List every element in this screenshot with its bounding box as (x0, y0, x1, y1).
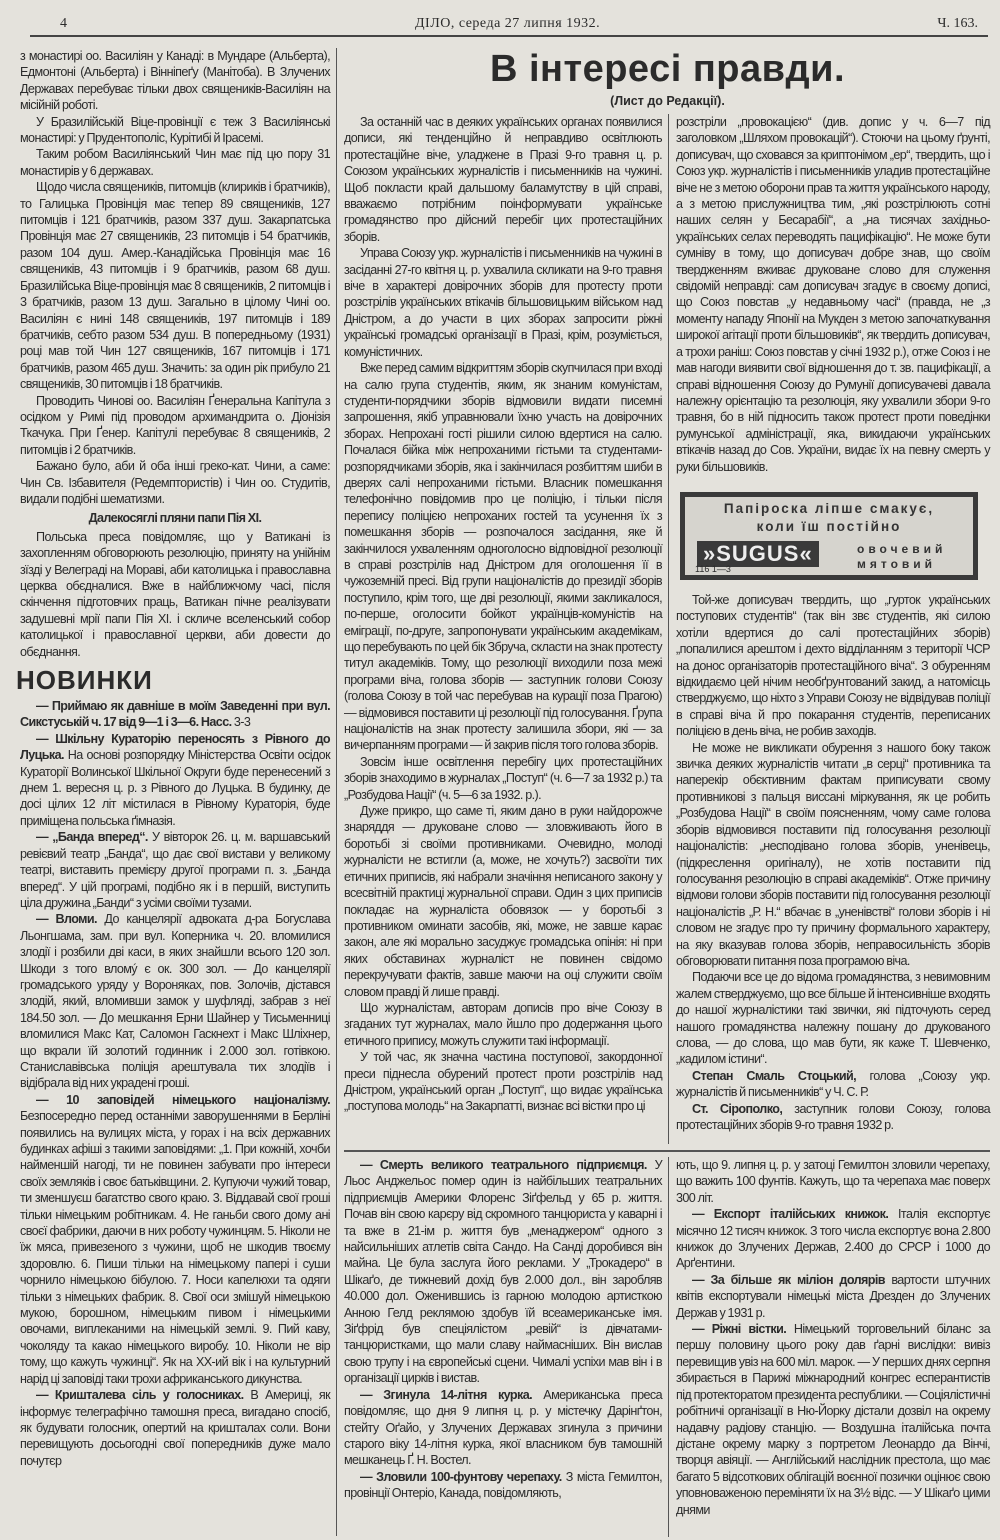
paragraph: розстріли „провокацією“ (див. допис у ч. 6—7 під заголовком „Шляхом провокацій“). Стоючи на цьому ґрунті, дописувач, що сховався за криптонімом „ер“, твердить, що і Союз укр. журналістів і письменників уладив протестаційне віче не з метою оборони прав та життя українського народу, а з метою прислужництва тим, „які розстрілюють сотні наших селян у Бесарабії“, а „на тисячах західньо-українських селах переводять пацифікацію“. Не може бути сумніву в тому, що дописувач добре знав, що своїм твердженням вживає друковане слово для служення свідомій неправді: сам дописувач згадує в своєму дописі, що Союз повстав „у недавньому часі“ (правда, не „з моменту нападу Японії на Мукден з метою започаткування широкої агітації проти більшовиків“, як твердить дописувач, а трохи раніш: Союз повстав у січні 1932 р.), отже Союз і не мав нагоди виявити свої відношення до т. зв. пацифікації, а справі відношення Союзу до Румунії дописувачеві давала належну орієнтацію та резолюція, яку ухвалили збори 9-го травня, бо в ній підносить також протест проти поведінки румунської адміністрації, яка, викидаючи українських втікачів назад до Сов. України, видає їх на певну смерть у руки більшовиків. (676, 115, 990, 474)
news-text: 3-3 (231, 715, 251, 730)
ad-flavor-1: овочевий (857, 542, 947, 556)
news-item (344, 1469, 662, 1502)
bottom-column-1 (344, 1157, 662, 1502)
news-item (20, 1387, 330, 1469)
news-text: Італія експортує місячно 12 тисяч книжок. З того числа експортує вона 2.800 книжок до Злучених Держав, 2.400 до СРСР і 1000 до Арґентини. (676, 1207, 991, 1271)
news-item (344, 1157, 662, 1387)
news-item (344, 1387, 662, 1469)
paragraph: Зовсім інше освітлення перебігу цих протестаційних зборів знаходимо в журналах „Поступ“ (ч. 6—7 за 1932 р.) та „Розбудова Нації“ (ч. 5—6 за 1932. р.). (344, 754, 662, 802)
paragraph: Той-же дописувач твердить, що „гурток українських поступових студентів“ (так він звє студентів, які силою хотіли вдертися до салі протестаційних зборів) „попалилися арештом і дехто відділанням з території ЧСР на донос організаторів протестаційного віча“. З обуренням відкидаємо цей нічим необґрунтований закид, а натомісць стверджуємо, що ніхто з Управи Союзу не відвідував поліції в справі віча й про покарання студентів, переписаних поліцією в день віча, не робив заходів. (676, 593, 990, 739)
news-lead: — Згинула 14-літня курка. (360, 1387, 533, 1402)
news-item (676, 1272, 990, 1321)
column-divider (336, 48, 337, 1536)
issue-number: Ч. 163. (937, 16, 978, 31)
paragraph: Управа Союзу укр. журналістів і письменників на чужині в засіданні 27-го квітня ц. р. ухвалила скликати на 9-го травня віче в характері довірочних зборів для протесту проти розстрілів українських втікачів більшовицьким військом над Дністром, а до участи в цих зборах запросити ріжні українські громадські організації в Празі, крім, розуміється, комуністичних. (344, 246, 662, 359)
column-divider (668, 114, 669, 1144)
paragraph: Проводить Чинові оо. Василіян Ґенеральна Капітула з осідком у Римі під проводом архимандрита о. Діонізія Ткачука. При Ґенер. Капітулі перебуває 8 священиків, 2 питомців і 2 братчиків. (20, 393, 330, 457)
news-text: До канцелярії адвоката д-ра Богуслава Льонгшама, зам. при вул. Коперника ч. 20. вломилися злодії і розбили дві каси, в яких знайшли всього 120 зол. Шкоди з того вломý є ок. 300 зол. — До канцелярії громадського уряду у Вороняках, пов. Золочів, дістався злодій, який, вломивши замок у шуфляді, забрав з неї 184.50 зол. — До мешкання Ерни Шайнер у Тисьменниці вломилися Макс Кат, Саломон Гаскнехт і Макс Шліхнер, що вкрали їй золотий годинник і 2.000 зол. готівкою. Станиславівська поліція арештувала тих злодіїв і відібрала від них украдені гроші. (20, 912, 331, 1091)
paragraph: У Бразилійській Віце-провінції є теж 3 Василіянські монастирі: у Прудентополіс, Курітибі й Ірасемі. (20, 114, 330, 146)
paragraph: Польська преса повідомляє, що у Ватикані із захопленням обговорюють резолюцію, приняту на унійнім зїзді у Велеграді на Мораві, аби католицька і православна церква обєдналися. Вже в найближчому часі, після скінчення підготовчих праць, Ватикан пічне реалізувати задушевні мрії папи Пія XI. і скличе вселенський собор католицької і православної церкви, аби довести до обєднання. (20, 529, 330, 659)
ad-code: 116 1—3 (695, 564, 731, 574)
signature (676, 1068, 990, 1101)
news-lead: — Експорт італійських книжок. (692, 1207, 889, 1222)
news-item (20, 911, 330, 1091)
news-item (20, 1092, 330, 1387)
ad-flavor-2: мятовий (857, 557, 937, 571)
news-section-heading: НОВИНКИ (16, 665, 153, 696)
news-lead: — За більше як міліон долярів (692, 1272, 885, 1287)
masthead-date: ДІЛО, середа 27 липня 1932. (415, 16, 601, 31)
news-item (676, 1321, 990, 1518)
news-lead: — Приймаю як давніше в моїм Заведенні при вул. Сикстуській ч. 17 від 9—1 і 3—6. Насс. (20, 699, 330, 730)
bottom-column-2 (676, 1157, 990, 1518)
sugus-advertisement (680, 492, 978, 580)
paragraph: Вже перед самим відкриттям зборів скупчилася при вході на салю група студентів, яким, як знаним комуністам, студенти-порядчики зборів відмовили видати писемні запрошення, якіб управнювали їхню участь на довірочних зборах. Непрохані гості рішили силою вдертися на салю. Почалася бійка між непроханими гістьми та студентами-розпорядчиками зборів, яка і закінчилася розбиттям шиби в дверях салі непроханими гістьми. Власник помешкання телефонічно повідомив про це поліцію, і тільки після перепису поліцією непроханих гостей та усунення їх з помешкання зборів — розпочалося засідання, яке й закінчилося ухваленням одноголосно відповідної резолюції в справі розстрілів над Дністром для оголошення її в чужоземній пресі. Від групи націоналістів до президії зборів поступило, крім того, ще дві резолюції, якими закликалося, по-перше, оголосити бойкот українців-комуністів на еміграції, по-друге, запропонувати українським академікам, що перебувають по цей бік Збруча, скласти на знак протесту титул академіків. Тому, що резолюції виходили поза межі програми віча, голова зборів — заступник голови Союзу (голова Союзу в той час перебував на курації поза Прагою) — відмовився поставити ці резолюції під голосування. Ґрупа націоналістів на знак протесту залишила збори, які — за вичерпанням програми — й закрив після того голова зборів. (344, 361, 662, 753)
signature-role: голова „Союзу укр. журналістів й письменників“ у Ч. С. Р. (676, 1068, 990, 1100)
news-text: Безпосередно перед останніми заворушеннями в Берліні появились на вулицях міста, у горах і на всіх державних будинках афіші з такими заповідями: „1. При кожній, хочби найменшій нагоді, ти не повинен забувати про інтереси своїх земляків і своє батьківщини. 2. Купуючи чужий товар, ти зменшуєш багатство свого краю. 3. Віддавай свої гроші тільки німецьким робітникам. 4. Не ганьби свого дому ані своєї фабрики, даючи в них роботу чужинцям. 5. Ніколи не їж мяса, привезеного з чужини, щоб не шкодив твоєму здоровлю. 6. Пиши тільки на німецькому папері і суши чорнило німецькою бібулою. 7. Носи капелюхи та одяги тільки з німецьких фабрик. 8. Свої оси змішуй німецькою мукою, борошном, німецьким пивом і німецькими овочами, виплеканими на німецькій землі. 9. Пий каву, чоколяду та какао німецького виробу. 10. Ніколи не вір тому, що кажуть чужинці“. Як на ХХ-ий вік і на культурний нарід ці заповіді таки трохи африканського дикунства. (20, 1109, 330, 1386)
news-text: В Америці, як інформує телеграфічно тамошня преса, вигадано спосіб, як будувати голосник, опертий на кришталах соли. Вони перевищують досьогодні свої попередників дуже мало почутєр (20, 1388, 331, 1468)
news-item (20, 731, 330, 829)
news-lead: — Смерть великого театрального підприємця. (360, 1158, 647, 1172)
section-subheading: Далекосяглі пляни папи Пія XI. (88, 511, 262, 526)
news-lead: — 10 заповідей німецького націоналізму. (36, 1092, 330, 1107)
paragraph: Таким робом Василіянський Чин має під цю пору 31 монастирів у 6 державах. (20, 147, 330, 178)
ad-line-1: Папіроска ліпше смакує, (723, 501, 935, 516)
signature (676, 1101, 990, 1134)
news-item (20, 698, 330, 731)
news-text: ють, що 9. липня ц. р. у затоці Гемилтон зловили черепаху, що важить 100 фунтів. Кажуть, що та черепаха має поверх 300 літ. (676, 1158, 990, 1205)
signature-name: Ст. Сірополко, (692, 1101, 783, 1116)
news-lead: — Зловили 100-фунтову черепаху. (360, 1469, 562, 1484)
column-divider (668, 1157, 669, 1537)
paragraph: Що журналістам, авторам дописів про віче Союзу в згаданих тут журналах, мало йшло про додержання цього етичного припису, можуть служити такі інформації. (344, 1000, 662, 1048)
news-lead: — Вломи. (36, 912, 97, 927)
article-subtitle: (Лист до Редакції). (610, 94, 725, 108)
news-item (676, 1206, 990, 1272)
news-item (20, 829, 330, 911)
news-text: Американська преса повідомляє, що дня 9 липня ц. р. у містечку Дарінґтон, стейту Оґайо, у Злучених Державах згинула з причини старого віку 14-літня курка, якої власником був тамошній мешканець Ґ. Н. Востел. (344, 1387, 662, 1468)
news-lead: — Кришталева сіль у голосниках. (36, 1388, 244, 1403)
ad-line-2: коли їш постійно (756, 519, 902, 534)
paragraph: Не може не викликати обурення з нашого боку також звичка деяких журналістів читати „в серці“ противника та наперекір обєктивним фактам приписувати свому противникові з пальця виссані міркування, як це робить „Розбудова Нації“ в своїм поясненням, чому саме голова зборів відмовився поставити під голосування резолюції націоналістів: „несподівано голова зборів, уненівець, (підкреслення оригіналу), не хотів поставити під голосування резолюцію в справі академіків“. Отже причину відмови голови зборів поставити під голосування резолюції націоналістів „Р. Н.“ вбачає в „уненівстві“ голови зборів і ні словом не згадує про ту причину формального характеру, на яку вказував голова зборів, неправосильність зборів обговорювати питання поза програмою віча. (676, 740, 990, 968)
page-number: 4 (60, 16, 67, 31)
signature-name: Степан Смаль Стоцький, (692, 1068, 857, 1083)
news-text: Німецький торговельний біланс за першу половину цього року дав ґарні вислідки: вивіз перевищив увіз на 600 міл. марок. — У перших днях серпня збирається в Парижі міжнародний конгрес есперантистів під протекторатом президента республики. — Соціялістичні робітничі організації в Ню-Йорку дістали дозвіл на окрему надавчу радіову станцію. — Воздушна італійська почта дістане окрему марку з портретом Леонардо да Вінчі, творця авіяції. — Англійський наслідник престола, що має багато 5 відсоткових облігацій воєнної позички оцінює свою уповноваженою переміняти їх на 3½ відс. — У Шікаґо цими днями (676, 1322, 991, 1517)
paragraph: У той час, як значна частина поступової, закордонної преси піднесла обурений протест проти розстрілів над Дністром, український орган „Поступ“, що видає українська „поступова молодь“ на Закарпатті, визнає всі вістки про ці (344, 1050, 662, 1114)
ad-brand-logo: »SUGUS« (697, 541, 819, 567)
paragraph: Подаючи все це до відома громадянства, з невимовним жалем стверджуємо, що все більше й інтенсивніше входять до нашої журналістики такі звички, які підточують серед нашого громадянства належну пошану до друкованого слова, — до слова, що мав бути, як каже Т. Шевченко, „кадилом істини“. (676, 970, 990, 1067)
paragraph: з монастирі оо. Василіян у Канаді: в Мундаре (Альберта), Едмонтоні (Альберта) і Вінніпеґу (Манітоба). В Злучених Державах перебуває тільки двох священиків-Василіян на місійній роботі. (20, 49, 330, 113)
article-title: В інтересі правди. (489, 48, 846, 90)
left-column (16, 48, 331, 1469)
news-lead: — Шкільну Кураторію переносять з Рівного до Луцька. (20, 731, 330, 763)
section-divider (344, 1150, 990, 1152)
news-lead: — Ріжні вістки. (692, 1322, 787, 1337)
news-text: У вівторок 26. ц. м. варшавський ревієвий театр „Банда“, що дає свої вистави у великому театрі, виставить премієру другої програми п. з. „Банда вперед“. У цій програмі, подібно як і в першій, виступить ціла дружина „Банди“ з усіми своїми тузами. (20, 830, 330, 910)
paragraph: Дуже прикро, що саме ті, яким дано в руки найдорожче знаряддя — друковане слово — зловживають його в боротьбі зі своїми противниками. Очевидно, молоді журналісти не встигли (а, може, не хочуть?) засвоїти тих етичних приписів, які набрали значіння неписаного закону у всесвітній практиці журнальної справи. Один з цих приписів покладає на журналіста обовязок — у боротьбі з противником оминати засобів, які, може, не завше карає закон, але які морально засуджує громадська опінія: ні при яких обставинах журналіст не повинен свідомо перекручувати фактів, завше маючи на оці служити своїм словом правді й лише правді. (344, 804, 662, 999)
news-item (676, 1157, 990, 1206)
news-text: З міста Гемилтон, провінції Онтеріо, Канада, повідомляють, (344, 1469, 662, 1501)
article-column-2a (676, 114, 990, 475)
news-lead: — „Банда вперед“. (36, 830, 148, 845)
paragraph: Щодо числа священиків, питомців (клириків і братчиків), то Галицька Провінція має тепер 89 священиків, 127 питомців і 121 братчиків, разом 337 душ. Закарпатська Провінція має 27 священиків, 23 питомців і 54 братчиків, разом 104 душ. Амер.-Канадійська Провінція має 16 священиків, 43 питомців і 9 братчиків, разом 68 душ. Бразилійська Віце-провінція має 8 священиків, 2 питомців і 3 братчиків, разом 13 душ. Загально в цілому Чині оо. Василіян є нині 148 священиків, 197 питомців і 189 братчиків, себто разом 534 душ. В попередньому (1931) році мав той Чин 127 священиків, 167 питомців і 171 братчиків, разом 465 душ. Значить: за один рік прибуло 21 священиків, 30 питомців і 18 братчиків. (20, 180, 330, 392)
paragraph: Бажано було, аби й оба інші греко-кат. Чини, а саме: Чин Св. Ізбавителя (Редемптористів) і Чин оо. Студитів, видали подібні шематизми. (20, 459, 330, 506)
article-column-2b (676, 592, 990, 1133)
news-text: вартости штучних квітів експортували німецькі міста Дрезден до Злучених Держав у 1931 р. (676, 1272, 990, 1320)
article-column-1 (344, 114, 662, 1115)
signature-role: заступник голови Союзу, голова протестаційних зборів 9-го травня 1932 р. (676, 1101, 990, 1132)
paragraph: За останній час в деяких українських органах появилися дописи, які тенденційно й неправдиво освітлюють протестаційне віче, уладжене в Празі 9-го травня ц. р. Союзом українських журналістів і письменників на чужині. Щоб покласти край дальшому баламутству в цій справі, вважаємо потрібним поінформувати українське громадянство про дійсний перебіг цих протестаційних зборів. (344, 115, 662, 244)
header-rule (30, 35, 988, 37)
news-text: На основі розпорядку Міністерства Освіти осідок Кураторії Волинської Шкільної Округи буде перенесений з днем 1. вересня ц. р. з Рівного до Луцька. В будинку, де досі цілих 12 літ містилася в Рівному Кураторія, буде приміщена польська ґімназія. (20, 748, 330, 828)
page-header (30, 16, 990, 34)
news-text: У Льос Анджельос помер один із найбільших театральних підприємців Америки Флоренс Зіґфельд у 65 р. життя. Почав він свою карєру від скромного танцюриста у каварні і та вже в 21-ім р. життя був „менаджером“ одного з найсильніших атлетів світа Сандо. На Санді доробився він майна. Це була заслуга його реклами. У „Трокадеро“ в Шікаґо, де тижневий дохід був 2.000 дол., він заробляв 40.000 дол. Оженившись із гарною молодою артисткою Анною Гелд реклямою здобув їй всеамериканське імя. Зіґфрід був спеціялістом „ревій“ із дівчатами-танцюристками, що мали славу наймасніших. Він вислав свою трупу і на європейські сцени. Чималі успіхи мав він і в організації цирків і вистав. (344, 1158, 662, 1386)
